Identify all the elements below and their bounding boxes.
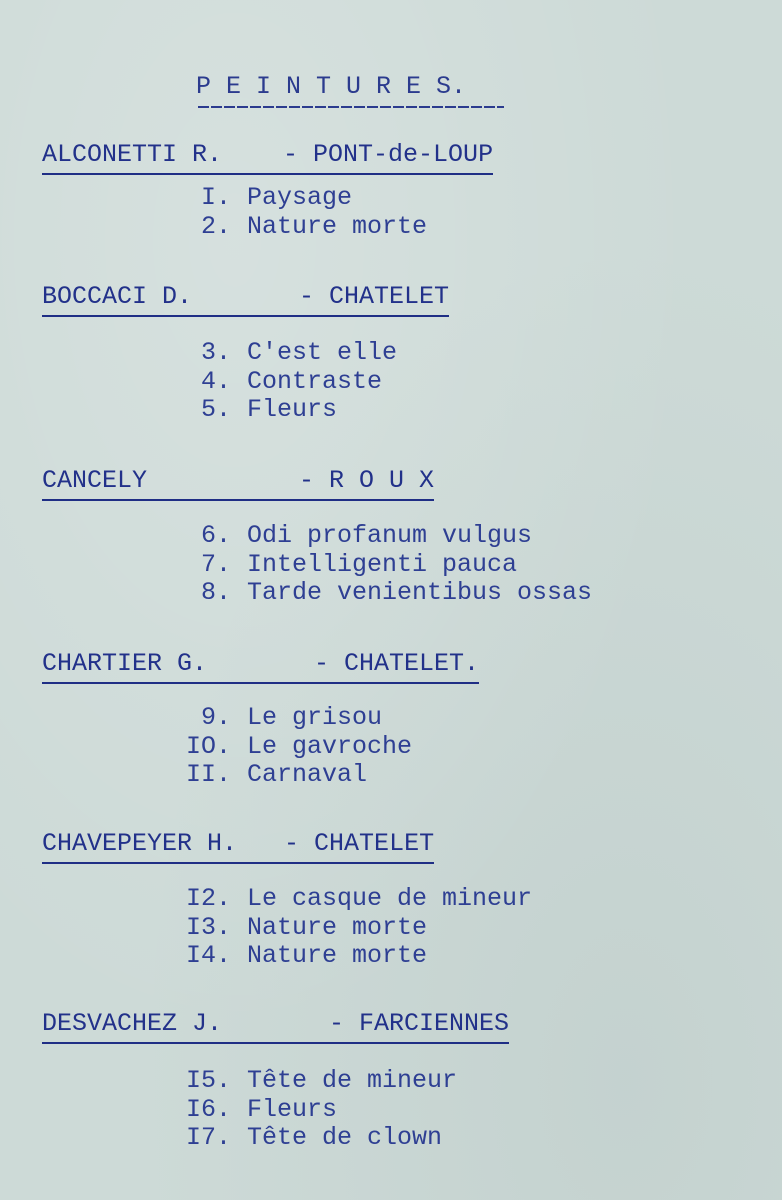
list-item — [197, 396, 397, 425]
work-number: II. — [185, 760, 231, 789]
work-number: 9. — [200, 703, 231, 732]
artist-place: - CHATELET. — [314, 649, 480, 678]
works-list — [197, 339, 397, 425]
work-number: 8. — [200, 578, 231, 607]
list-item — [197, 551, 592, 580]
work-title: Le casque de mineur — [247, 884, 533, 913]
work-number: I. — [200, 183, 231, 212]
artist-line — [42, 466, 434, 501]
works-list — [182, 885, 532, 971]
artist-name: BOCCACI D. — [42, 282, 193, 311]
artist-entry — [42, 829, 434, 863]
work-title: Odi profanum vulgus — [247, 521, 533, 550]
work-title: Le gavroche — [247, 731, 413, 761]
work-title: Fleurs — [247, 1094, 338, 1124]
work-title: Paysage — [247, 183, 353, 212]
work-number: 3. — [200, 338, 231, 367]
list-item — [182, 704, 412, 733]
list-item — [182, 942, 532, 971]
list-item — [182, 733, 412, 762]
works-list — [182, 1067, 457, 1153]
work-number: I2. — [185, 884, 231, 913]
list-item — [197, 184, 427, 213]
work-title: Carnaval — [247, 760, 368, 789]
works-list — [197, 184, 427, 241]
artist-entry — [42, 140, 493, 174]
list-item — [182, 914, 532, 943]
work-number: 5. — [200, 395, 231, 424]
work-number: 2. — [200, 211, 231, 241]
work-title: Fleurs — [247, 395, 338, 424]
work-number: I5. — [185, 1066, 231, 1095]
work-title: Contraste — [247, 366, 383, 396]
artist-entry — [42, 649, 479, 683]
work-title: Nature morte — [247, 912, 428, 942]
artist-place: - PONT-de-LOUP — [283, 140, 494, 169]
work-title: Nature morte — [247, 941, 428, 970]
artist-name: CHARTIER G. — [42, 649, 208, 678]
list-item — [182, 761, 412, 790]
artist-place: - R O U X — [299, 466, 435, 495]
artist-line — [42, 140, 493, 175]
work-title: Intelligenti pauca — [247, 549, 518, 579]
work-number: I3. — [185, 912, 231, 942]
work-title: Le grisou — [247, 703, 383, 732]
list-item — [197, 339, 397, 368]
work-number: I4. — [185, 941, 231, 970]
list-item — [182, 885, 532, 914]
work-title: Nature morte — [247, 211, 428, 241]
list-item — [182, 1124, 457, 1153]
work-title: Tête de mineur — [247, 1066, 458, 1095]
list-item — [197, 213, 427, 242]
work-number: 7. — [200, 549, 231, 579]
artist-line — [42, 829, 434, 864]
artist-name: CANCELY — [42, 466, 148, 495]
artist-place: - FARCIENNES — [329, 1009, 510, 1038]
page-title: P E I N T U R E S. — [196, 72, 467, 101]
artist-name: CHAVEPEYER H. — [42, 829, 238, 858]
work-number: 4. — [200, 366, 231, 396]
artist-place: - CHATELET — [299, 282, 450, 311]
list-item — [182, 1067, 457, 1096]
work-title: C'est elle — [247, 338, 398, 367]
artist-line — [42, 1009, 509, 1044]
artist-entry — [42, 282, 449, 316]
artist-line — [42, 282, 449, 317]
list-item — [197, 522, 592, 551]
list-item — [182, 1096, 457, 1125]
artist-entry — [42, 1009, 509, 1043]
artist-name: ALCONETTI R. — [42, 140, 223, 169]
artist-line — [42, 649, 479, 684]
artist-place: - CHATELET — [284, 829, 435, 858]
work-number: IO. — [185, 731, 231, 761]
work-title: Tête de clown — [247, 1123, 443, 1152]
work-number: I7. — [185, 1123, 231, 1152]
title-underline — [198, 106, 504, 108]
work-number: I6. — [185, 1094, 231, 1124]
artist-entry — [42, 466, 434, 500]
list-item — [197, 368, 397, 397]
work-number: 6. — [200, 521, 231, 550]
works-list — [197, 522, 592, 608]
works-list — [182, 704, 412, 790]
work-title: Tarde venientibus ossas — [247, 578, 593, 607]
list-item — [197, 579, 592, 608]
artist-name: DESVACHEZ J. — [42, 1009, 223, 1038]
